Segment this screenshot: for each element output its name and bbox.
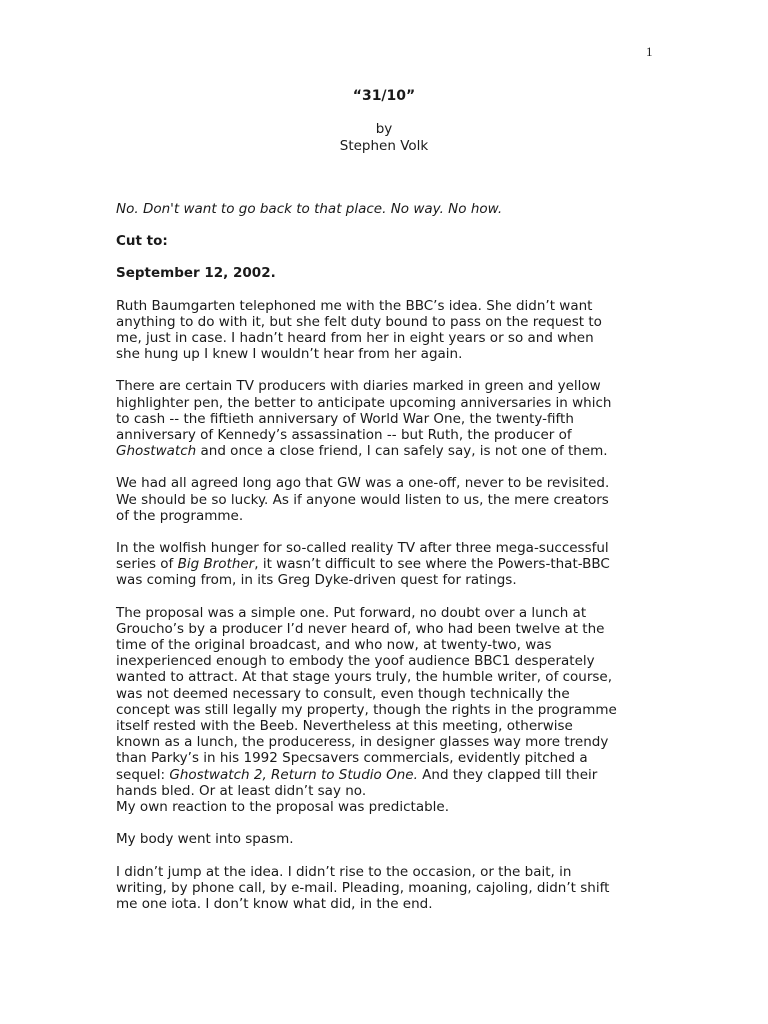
- date-heading: [116, 265, 660, 281]
- text-line: My body went into spasm.: [116, 831, 294, 848]
- text-line: hands bled. Or at least didn’t say no.: [116, 782, 367, 799]
- text-line: [116, 556, 660, 572]
- byline: by: [375, 121, 393, 137]
- text-line: was not deemed necessary to consult, even though technically the: [116, 685, 570, 702]
- text-fragment: sequel:: [116, 766, 170, 783]
- text-line: inexperienced enough to embody the yoof audience BBC1 desperately: [116, 653, 595, 670]
- document-title: “31/10”: [352, 88, 416, 104]
- title-big-brother: Big Brother: [177, 556, 255, 573]
- text-line: anything to do with it, but she felt duty bound to pass on the request to: [116, 313, 602, 330]
- text-line: No. Don't want to go back to that place. No way. No how.: [116, 201, 503, 217]
- paragraph-proposal: [116, 605, 660, 816]
- text-line: known as a lunch, the produceress, in designer glasses way more trendy: [116, 734, 609, 751]
- text-line: concept was still legally my property, though the rights in the programme: [116, 701, 617, 718]
- author-name: Stephen Volk: [339, 138, 429, 154]
- text-line: I didn’t jump at the idea. I didn’t rise to the occasion, or the bait, in: [116, 863, 572, 880]
- text-line: of the programme.: [116, 507, 244, 524]
- text-line: Cut to:: [116, 233, 168, 250]
- text-line: was coming from, in its Greg Dyke-driven quest for ratings.: [116, 572, 517, 589]
- text-fragment: , it wasn’t difficult to see where the Powers-that-BBC: [254, 556, 610, 573]
- text-line: anniversary of Kennedy’s assassination -- but Ruth, the producer of: [116, 427, 572, 444]
- title-ghostwatch: Ghostwatch: [116, 443, 197, 460]
- text-line: We had all agreed long ago that GW was a one-off, never to be revisited.: [116, 475, 610, 492]
- text-line: September 12, 2002.: [116, 265, 276, 282]
- title-block: [300, 88, 468, 155]
- paragraph-one-off: [116, 475, 660, 524]
- paragraph-reality-tv: [116, 540, 660, 589]
- body-text: [116, 201, 660, 928]
- text-line: We should be so lucky. As if anyone would listen to us, the mere creators: [116, 491, 609, 508]
- text-line: Ruth Baumgarten telephoned me with the BBC’s idea. She didn’t want: [116, 297, 593, 314]
- text-line: me one iota. I don’t know what did, in the end.: [116, 895, 433, 912]
- text-line: itself rested with the Beeb. Nevertheless at this meeting, otherwise: [116, 718, 573, 735]
- opening-line: [116, 201, 660, 217]
- text-line: wanted to attract. At that stage yours truly, the humble writer, of course,: [116, 669, 613, 686]
- text-line: than Parky’s in his 1992 Specsavers commercials, evidently pitched a: [116, 750, 588, 767]
- cut-to-heading: [116, 233, 660, 249]
- text-fragment: And they clapped till their: [417, 766, 598, 783]
- text-line: to cash -- the fiftieth anniversary of World War One, the twenty-fifth: [116, 410, 574, 427]
- text-line: writing, by phone call, by e-mail. Pleading, moaning, cajoling, didn’t shift: [116, 879, 610, 896]
- text-line: Groucho’s by a producer I’d never heard of, who had been twelve at the: [116, 620, 605, 637]
- paragraph-phone-call: [116, 298, 660, 363]
- page-number: 1: [646, 44, 653, 59]
- text-line: [116, 443, 660, 459]
- text-line: she hung up I knew I wouldn’t hear from her again.: [116, 346, 463, 363]
- text-line: My own reaction to the proposal was predictable.: [116, 799, 450, 816]
- paragraph-spasm: [116, 831, 660, 847]
- text-fragment: and once a close friend, I can safely say, is not one of them.: [196, 443, 608, 460]
- text-line: [116, 767, 660, 783]
- text-line: There are certain TV producers with diaries marked in green and yellow: [116, 378, 601, 395]
- text-line: highlighter pen, the better to anticipate upcoming anniversaries in which: [116, 394, 612, 411]
- paragraph-producers: [116, 378, 660, 459]
- text-line: me, just in case. I hadn’t heard from her in eight years or so and when: [116, 330, 594, 347]
- text-line: time of the original broadcast, and who now, at twenty-two, was: [116, 637, 552, 654]
- text-line: The proposal was a simple one. Put forward, no doubt over a lunch at: [116, 604, 587, 621]
- text-line: In the wolfish hunger for so-called reality TV after three mega-successful: [116, 540, 609, 557]
- paragraph-refusal: [116, 864, 660, 913]
- text-fragment: series of: [116, 556, 178, 573]
- title-ghostwatch-2: Ghostwatch 2, Return to Studio One.: [169, 766, 418, 783]
